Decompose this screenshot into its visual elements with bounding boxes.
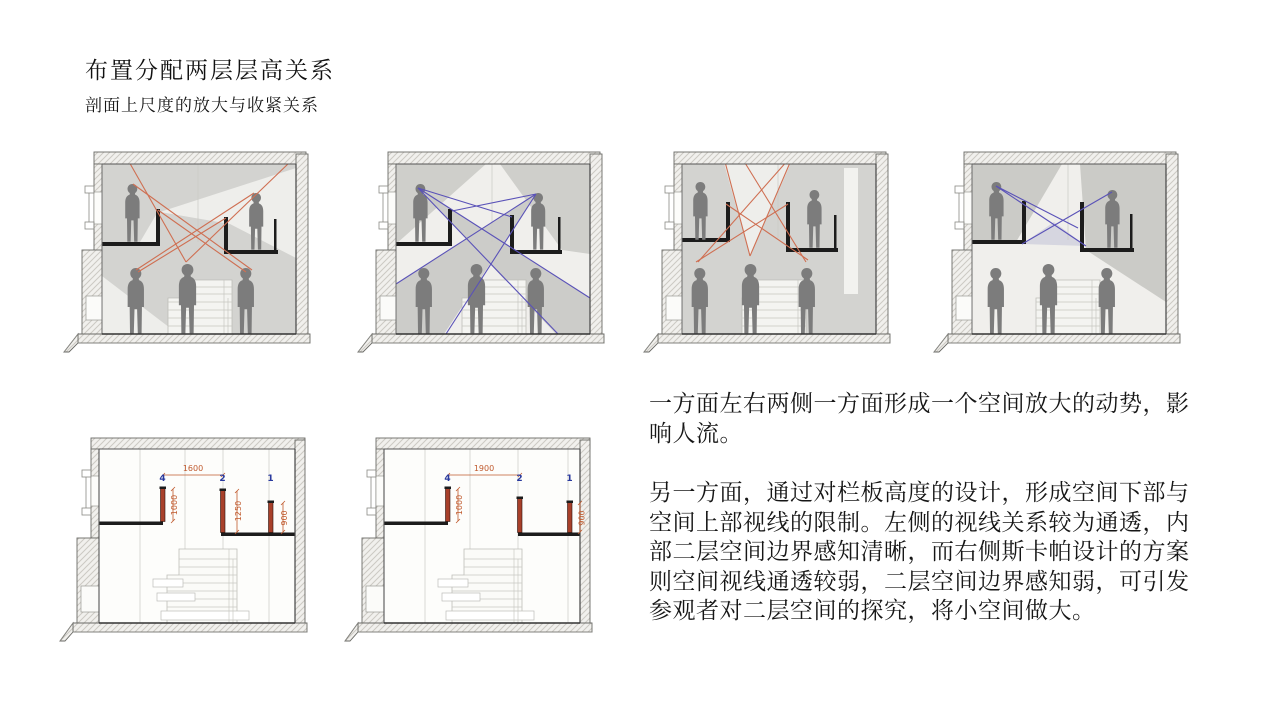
svg-text:1: 1	[566, 474, 573, 484]
section-diagram-4-blue-sightlines-tall-rails	[928, 138, 1210, 368]
section-diagram-3-red-sightlines-tall-rails	[638, 138, 920, 368]
page-subtitle: 剖面上尺度的放大与收紧关系	[85, 96, 319, 116]
svg-text:2: 2	[516, 474, 523, 484]
dimension-diagram-2	[340, 418, 622, 663]
commentary	[649, 390, 1191, 627]
rail-height-label: 900	[280, 510, 289, 526]
commentary-paragraph-2: 另一方面，通过对栏板高度的设计，形成空间下部与空间上部视线的限制。左侧的视线关系较为通透，内部二层空间边界感知清晰，而右侧斯卡帕设计的方案则空间视线通透较弱，二层空间边界感知弱，可引发参观者对二层空间的探究，将小空间做大。	[649, 480, 1190, 624]
svg-text:4: 4	[444, 474, 451, 484]
span-dimension-label: 1900	[473, 464, 495, 473]
svg-text:2: 2	[219, 474, 226, 484]
svg-text:1: 1	[267, 474, 274, 484]
rail-height-label: 1250	[234, 500, 243, 522]
svg-text:4: 4	[159, 474, 166, 484]
commentary-paragraph-1: 一方面左右两侧一方面形成一个空间放大的动势，影响人流。	[649, 391, 1190, 447]
rail-height-label: 900	[577, 510, 587, 526]
rail-height-label: 1000	[455, 494, 464, 516]
section-diagram-1-red-sightlines	[58, 138, 340, 368]
span-dimension-label: 1600	[182, 464, 204, 473]
section-diagram-2-blue-sightlines	[352, 138, 634, 368]
rail-height-label: 1000	[170, 494, 179, 516]
dimension-diagram-1	[55, 418, 337, 663]
page-title: 布置分配两层层高关系	[85, 58, 335, 84]
